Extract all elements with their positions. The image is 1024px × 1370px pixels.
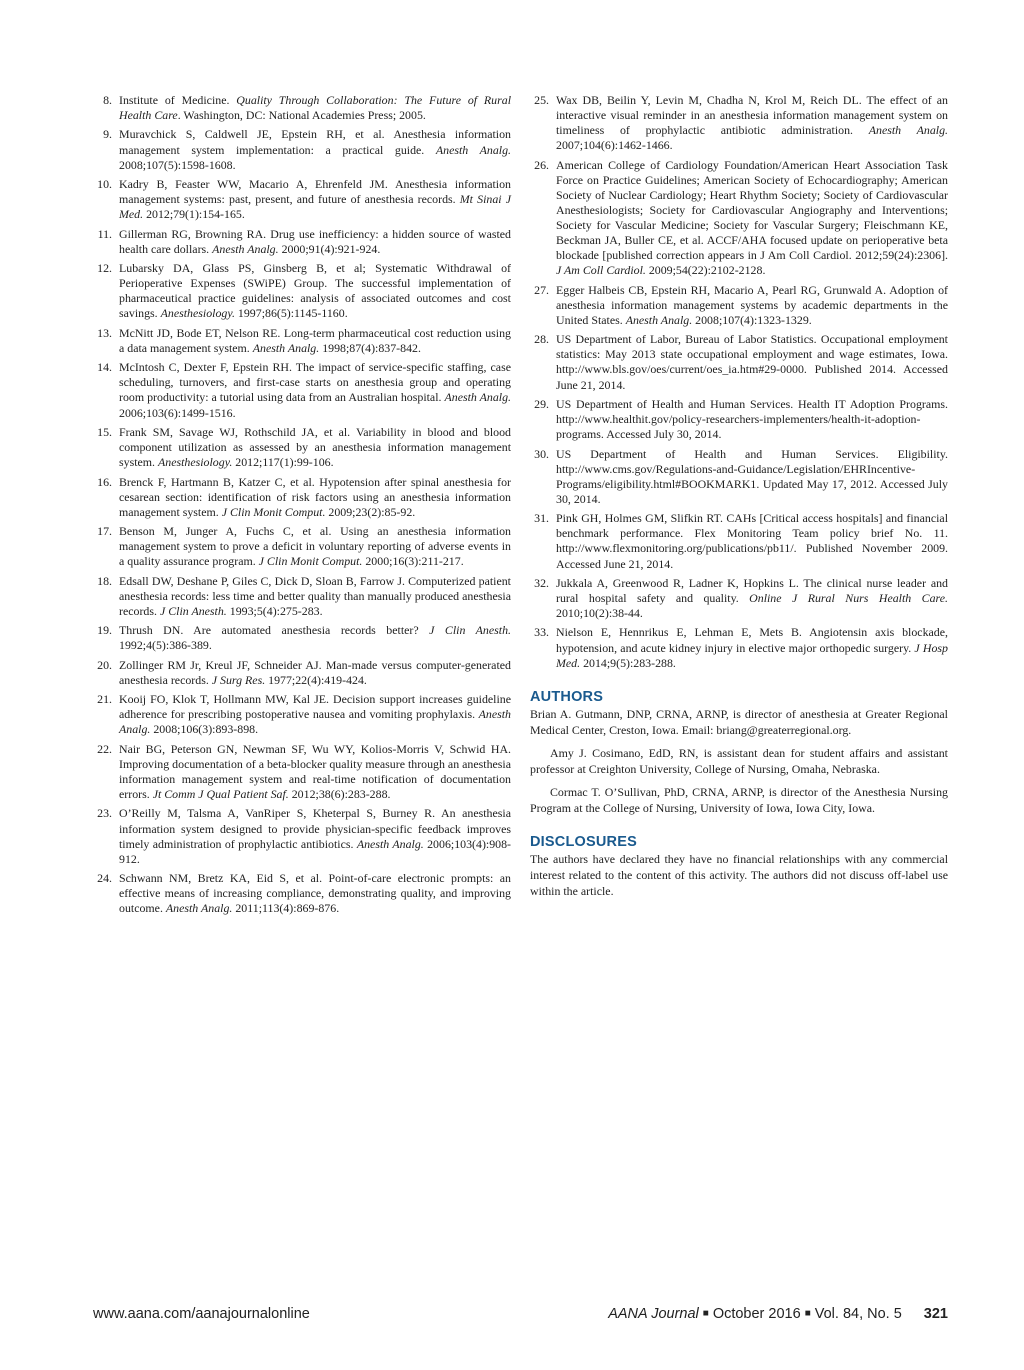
reference-journal-title: Anesth Analg. (119, 707, 511, 737)
separator-square-icon: ■ (804, 1308, 811, 1319)
reference-number: 10. (97, 177, 112, 192)
disclosures-heading: DISCLOSURES (530, 833, 637, 850)
references-right-list (530, 93, 948, 671)
reference-number: 21. (97, 692, 112, 707)
reference-text (556, 447, 948, 507)
reference-text (556, 576, 948, 621)
reference-journal-title: J Hosp Med. (556, 640, 948, 670)
author-bio-1: Brian A. Gutmann, DNP, CRNA, ARNP, is director of anesthesia at Greater Regional Medical Center, Creston, Iowa. Email: briang@greaterregional.org. (530, 706, 948, 737)
reference-number: 33. (534, 625, 549, 640)
reference-segment: 2009;23(2):85-92. (325, 504, 416, 519)
references-left-column (93, 93, 511, 921)
reference-number: 24. (97, 871, 112, 886)
reference-number: 14. (97, 360, 112, 375)
reference-text (556, 511, 948, 571)
reference-journal-title: J Clin Anesth. (429, 623, 511, 638)
reference-journal-title: Quality Through Collaboration: The Future of Rural Health Care (119, 93, 512, 123)
reference-segment: 2006;103(4):908-912. (119, 836, 512, 866)
reference-item (530, 511, 948, 571)
reference-item (93, 261, 511, 321)
reference-number: 15. (97, 424, 112, 439)
reference-text (556, 93, 948, 153)
reference-journal-title: Anesth Analg. (444, 390, 511, 405)
reference-item (530, 332, 948, 392)
reference-text (119, 127, 511, 172)
volume-issue: Vol. 84, No. 5 (814, 1306, 902, 1322)
reference-item (93, 425, 511, 470)
reference-segment: 2000;91(4):921-924. (278, 241, 381, 256)
reference-segment: 1997;86(5):1145-1160. (234, 306, 348, 321)
reference-item (93, 524, 511, 569)
journal-name: AANA Journal (608, 1306, 699, 1322)
reference-segment: 2011;113(4):869-876. (232, 901, 340, 916)
reference-number: 25. (534, 93, 549, 107)
reference-item (93, 692, 511, 737)
reference-segment: 2012;79(1):154-165. (143, 207, 245, 222)
reference-number: 29. (534, 396, 549, 411)
reference-segment: Schwann NM, Bretz KA, Eid S, et al. Point-of-care electronic prompts: an effective means of increasing compliance, demonstrating quality, and improving outcome. (119, 871, 511, 916)
reference-number: 26. (534, 157, 549, 172)
reference-segment: Brenck F, Hartmann B, Katzer C, et al. Hypotension after spinal anesthesia for cesarean section: identification of risk factors using an anesthesia information management system. (119, 474, 511, 519)
reference-segment: 1992;4(5):386-389. (119, 638, 212, 653)
reference-text (119, 261, 511, 321)
reference-text (119, 623, 511, 653)
reference-journal-title: J Am Coll Cardiol. (556, 263, 646, 278)
reference-text (119, 425, 511, 470)
reference-number: 12. (97, 261, 112, 276)
reference-number: 27. (534, 282, 549, 297)
reference-journal-title: Anesth Analg. (165, 901, 233, 916)
reference-text (119, 177, 511, 222)
reference-segment: Kadry B, Feaster WW, Macario A, Ehrenfeld JM. Anesthesia information management systems: past, present, and future of anesthesia records. (119, 177, 511, 207)
reference-journal-title: J Clin Monit Comput. (221, 504, 326, 519)
reference-segment: . Washington, DC: National Academies Press; 2005. (177, 108, 426, 123)
journal-citation (608, 1306, 948, 1322)
reference-segment: 2008;107(5):1598-1608. (119, 157, 236, 172)
reference-segment: US Department of Health and Human Services. Eligibility. http://www.cms.gov/Regulations-and-Guidance/Legislation/EHRIncentive-Programs/eligibility.html#BOOKMARK1. Updated May 17, 2012. Accessed July 30, 2014. (556, 446, 948, 506)
reference-journal-title: Anesth Analg. (252, 340, 320, 355)
reference-segment: Frank SM, Savage WJ, Rothschild JA, et al. Variability in blood and blood component utilization as assessed by an anesthesia information management system. (119, 424, 511, 470)
reference-item (530, 93, 948, 153)
reference-segment: McNitt JD, Bode ET, Nelson RE. Long-term pharmaceutical cost reduction using a data management system. (119, 325, 511, 355)
journal-url-link[interactable]: www.aana.com/aanajournalonline (93, 1306, 310, 1322)
reference-item (93, 475, 511, 520)
reference-text (556, 283, 948, 328)
authors-section (530, 689, 948, 816)
reference-item (93, 93, 511, 123)
reference-number: 17. (97, 524, 112, 539)
reference-number: 31. (534, 511, 549, 526)
reference-text (556, 397, 948, 442)
reference-segment: Lubarsky DA, Glass PS, Ginsberg B, et al; Systematic Withdrawal of Perioperative Expenses (SWiPE) Group. The successful implementation of pharmaceutical practice guidelines: analysis of associated outcomes and cost savings. (119, 261, 511, 321)
reference-segment: US Department of Labor, Bureau of Labor Statistics. Occupational employment statistics: May 2013 state occupational employment and wage estimates, Iowa. http://www.bls.gov/oes/current/oes_ia.htm#29-0000. Published 2014. Accessed June 21, 2014. (556, 332, 948, 392)
reference-item (93, 806, 511, 866)
reference-segment: 2014;9(5):283-288. (580, 655, 676, 670)
reference-item (93, 574, 511, 619)
reference-segment: 1977;22(4):419-424. (265, 672, 367, 687)
reference-text (119, 360, 511, 420)
reference-text (556, 158, 948, 279)
reference-text (119, 326, 511, 356)
reference-segment: Zollinger RM Jr, Kreul JF, Schneider AJ. Man-made versus computer-generated anesthesia records. (119, 657, 511, 687)
disclosures-section (530, 834, 948, 899)
reference-item (93, 227, 511, 257)
reference-segment: Edsall DW, Deshane P, Giles C, Dick D, Sloan B, Farrow J. Computerized patient anesthesia records: less time and better quality than manually produced anesthesia records. (119, 573, 511, 618)
reference-item (93, 623, 511, 653)
reference-segment: Nair BG, Peterson GN, Newman SF, Wu WY, Kolios-Morris V, Schwid HA. Improving documentation of a beta-blocker quality measure through an anesthesia information management system and real-time notification of documentation errors. (119, 741, 511, 802)
reference-item (93, 742, 511, 802)
reference-segment: Benson M, Junger A, Fuchs C, et al. Using an anesthesia information management system to prove a deficit in voluntary reporting of adverse events in a quality assurance program. (119, 524, 511, 569)
reference-number: 18. (97, 573, 112, 588)
reference-segment: 2009;54(22):2102-2128. (645, 263, 766, 278)
reference-segment: US Department of Health and Human Services. Health IT Adoption Programs. http://www.healthit.gov/policy-researchers-implementers/health-it-adoption-programs. Accessed July 30, 2014. (556, 396, 948, 442)
reference-segment: Muravchick S, Caldwell JE, Epstein RH, et al. Anesthesia information management system implementation: a practical guide. (119, 127, 511, 157)
reference-segment: 2012;117(1):99-106. (232, 455, 334, 470)
author-bio-3: Cormac T. O’Sullivan, PhD, CRNA, ARNP, is director of the Anesthesia Nursing Program at the College of Nursing, University of Iowa, Iowa City, Iowa. (530, 784, 948, 815)
reference-text (556, 332, 948, 392)
reference-item (93, 871, 511, 916)
separator-square-icon: ■ (702, 1308, 709, 1319)
reference-text (119, 742, 511, 802)
reference-segment: Gillerman RG, Browning RA. Drug use inefficiency: a hidden source of wasted health care dollars. (119, 226, 511, 256)
reference-journal-title: Anesth Analg. (435, 142, 511, 157)
reference-segment: Institute of Medicine. (119, 93, 237, 107)
reference-text (119, 524, 511, 569)
reference-segment: 2008;106(3):893-898. (150, 722, 259, 737)
reference-segment: 2007;104(6):1462-1466. (556, 138, 673, 153)
reference-number: 23. (97, 806, 112, 821)
reference-text (119, 475, 511, 520)
reference-text (119, 871, 511, 916)
reference-item (530, 283, 948, 328)
reference-segment: 2006;103(6):1499-1516. (119, 405, 236, 420)
reference-number: 8. (103, 93, 112, 107)
reference-segment: Thrush DN. Are automated anesthesia records better? (119, 623, 430, 638)
reference-segment: O’Reilly M, Talsma A, VanRiper S, Kheterpal S, Burney R. An anesthesia information system designed to provide physician-specific feedback improves timely administration of prophylactic antibiotics. (119, 806, 511, 851)
reference-segment: Pink GH, Holmes GM, Slifkin RT. CAHs [Critical access hospitals] and financial benchmark performance. Flex Monitoring Team policy brief No. 11. http://www.flexmonitoring.org/publications/pb11/. Published November 2009. Accessed June 21, 2014. (556, 511, 948, 571)
reference-segment: 2010;10(2):38-44. (556, 606, 643, 621)
reference-journal-title: Online J Rural Nurs Health Care. (749, 590, 948, 605)
reference-journal-title: Anesth Analg. (356, 836, 424, 851)
reference-text (119, 93, 511, 123)
reference-item (530, 158, 948, 279)
reference-item (530, 447, 948, 507)
reference-segment: 1998;87(4):837-842. (319, 340, 421, 355)
reference-journal-title: Anesthesiology. (157, 455, 233, 470)
reference-number: 20. (97, 657, 112, 672)
reference-number: 19. (97, 623, 112, 638)
reference-number: 11. (97, 226, 112, 241)
right-column (530, 93, 948, 906)
reference-item (530, 397, 948, 442)
author-bio-2: Amy J. Cosimano, EdD, RN, is assistant dean for student affairs and assistant professor at Creighton University, College of Nursing, Omaha, Nebraska. (530, 745, 948, 776)
reference-segment: 1993;5(4):275-283. (226, 603, 323, 618)
reference-segment: Kooij FO, Klok T, Hollmann MW, Kal JE. Decision support increases guideline adherence for prescribing postoperative nausea and vomiting prophylaxis. (119, 692, 511, 722)
reference-item (93, 177, 511, 222)
reference-text (119, 574, 511, 619)
reference-segment: American College of Cardiology Foundation/American Heart Association Task Force on Practice Guidelines; American Society of Echocardiography; American Society of Nuclear Cardiology; Heart Rhythm Society; Society of Cardiovascular Anesthesiologists; Society for Cardiovascular Angiography and Interventions; Society for Vascular Medicine; Society for Vascular Surgery; Fleischmann KE, Beckman JA, Buller CE, et al. ACCF/AHA focused update on perioperative beta blockade [published correction appears in J Am Coll Cardiol. 2012;59(24):2306]. (556, 157, 948, 263)
reference-journal-title: Anesth Analg. (625, 312, 693, 327)
reference-item (93, 658, 511, 688)
authors-heading: AUTHORS (530, 688, 604, 705)
reference-item (93, 326, 511, 356)
issue-date: October 2016 (712, 1306, 801, 1322)
reference-number: 32. (534, 575, 549, 590)
reference-text (119, 692, 511, 737)
reference-text (119, 806, 511, 866)
reference-item (93, 127, 511, 172)
reference-number: 28. (534, 332, 549, 347)
reference-text (119, 227, 511, 257)
reference-journal-title: Anesth Analg. (212, 241, 279, 256)
reference-item (530, 625, 948, 670)
reference-segment: 2000;16(3):211-217. (362, 554, 464, 569)
reference-segment: Egger Halbeis CB, Epstein RH, Macario A, Pearl RG, Grunwald A. Adoption of anesthesia information management systems by academic departments in the United States. (556, 282, 948, 327)
reference-text (119, 658, 511, 688)
reference-segment: Nielson E, Hennrikus E, Lehman E, Mets B. Angiotensin axis blockade, hypotension, and acute kidney injury in elective major orthopedic surgery. (556, 625, 948, 655)
reference-journal-title: Anesth Analg. (868, 123, 948, 138)
reference-number: 22. (97, 741, 112, 756)
reference-segment: McIntosh C, Dexter F, Epstein RH. The impact of service-specific staffing, case scheduling, turnovers, and first-case starts on anesthesia group and operating room productivity: a tutorial using data from an Australian hospital. (119, 360, 511, 405)
reference-number: 9. (103, 127, 112, 142)
disclosures-text: The authors have declared they have no financial relationships with any commercial interest related to the content of this activity. The authors did not discuss off-label use within the article. (530, 851, 948, 898)
reference-journal-title: Anesthesiology. (160, 306, 235, 321)
reference-segment: Wax DB, Beilin Y, Levin M, Chadha N, Krol M, Reich DL. The effect of an interactive visual reminder in an anesthesia information management system on timeliness of prophylactic antibiotic administration. (556, 93, 948, 138)
reference-number: 30. (534, 446, 549, 461)
reference-item (530, 576, 948, 621)
reference-item (93, 360, 511, 420)
reference-journal-title: Mt Sinai J Med. (119, 192, 511, 222)
reference-journal-title: J Surg Res. (211, 672, 266, 687)
reference-journal-title: J Clin Monit Comput. (258, 554, 363, 569)
reference-text (556, 625, 948, 670)
reference-journal-title: J Clin Anesth. (159, 603, 227, 618)
reference-segment: Jukkala A, Greenwood R, Ladner K, Hopkins L. The clinical nurse leader and rural hospital safety and quality. (556, 575, 948, 605)
reference-number: 16. (97, 474, 112, 489)
page-number: 321 (923, 1306, 948, 1322)
reference-segment: 2008;107(4):1323-1329. (692, 312, 812, 327)
reference-number: 13. (97, 325, 112, 340)
reference-segment: 2012;38(6):283-288. (288, 787, 391, 802)
reference-journal-title: Jt Comm J Qual Patient Saf. (152, 787, 289, 802)
